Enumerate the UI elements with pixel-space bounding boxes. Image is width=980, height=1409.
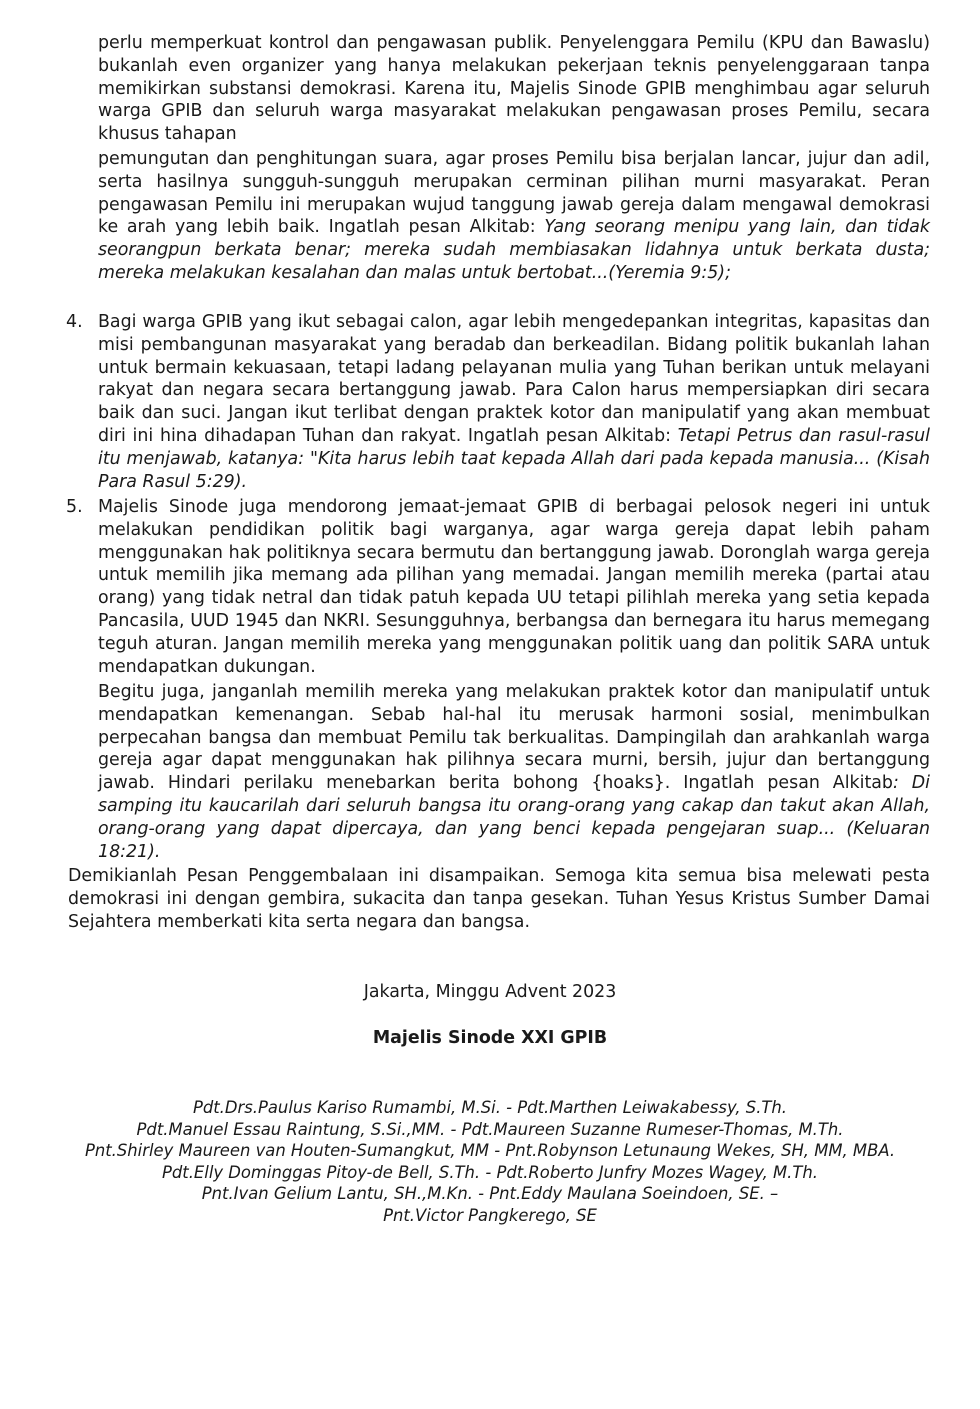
intro-bible-quote: Yang seorang menipu yang lain, dan tidak seorangpun berkata benar; mereka sudah membiasakan lidahnya untuk berkata dusta; mereka melakukan kesalahan dan malas untuk bertobat...(Yeremia 9:5); (98, 217, 931, 283)
signatory-line: Pdt.Elly Dominggas Pitoy-de Bell, S.Th. - Pdt.Roberto Junfry Mozes Wagey, M.Th. (161, 1162, 819, 1182)
place-date: Jakarta, Minggu Advent 2023 (363, 982, 617, 1002)
item-4-number: 4. (66, 312, 83, 332)
item-5-bible-quote: : Di samping itu kaucarilah dari seluruh bangsa itu orang-orang yang cakap dan takut akan Allah, orang-orang yang dapat dipercaya, dan yang benci kepada pengejaran suap... (Keluaran 18:21). (98, 773, 930, 862)
signatory-line: Pdt.Drs.Paulus Kariso Rumambi, M.Si. - Pdt.Marthen Leiwakabessy, S.Th. (192, 1098, 788, 1117)
intro-text-2: pemungutan dan penghitungan suara, agar proses Pemilu bisa berjalan lancar, jujur dan adil, serta hasilnya sungguh-sungguh merupakan cerminan pilihan murni masyarakat. Peran pengawasan Pemilu ini merupakan wujud tanggung jawab gereja dalam mengawal demokrasi ke arah yang lebih baik. Ingatlah pesan Alkitab: (98, 149, 930, 238)
intro-text-1: perlu memperkuat kontrol dan pengawasan publik. Penyelenggara Pemilu (KPU dan Bawaslu) bukanlah even organizer yang hanya melakukan pekerjaan teknis penyelenggaraan tanpa memikirkan substansi demokrasi. Karena itu, Majelis Sinode GPIB menghimbau agar seluruh warga GPIB dan seluruh warga masyarakat melakukan pengawasan proses Pemilu, secara khusus tahapan (98, 33, 930, 145)
signatory-line: Pdt.Manuel Essau Raintung, S.Si.,MM. - Pdt.Maureen Suzanne Rumeser-Thomas, M.Th. (136, 1119, 844, 1139)
item-4-text: Bagi warga GPIB yang ikut sebagai calon, agar lebih mengedepankan integritas, kapasitas dan misi pembangunan masyarakat yang beradab dan berkeadilan. Bidang politik bukanlah lahan untuk bermain kekuasaan, tetapi ladang pelayanan mulia yang Tuhan berikan untuk melayani rakyat dan negara secara bertanggung jawab. Para Calon harus mempersiapkan diri secara baik dan suci. Jangan ikut terlibat dengan praktek kotor dan manipulatif yang akan membuat diri ini hina dihadapan Tuhan dan rakyat. Ingatlah pesan Alkitab: (98, 312, 930, 446)
item-5-text-2: Begitu juga, janganlah memilih mereka yang melakukan praktek kotor dan manipulatif untuk mendapatkan kemenangan. Sebab hal-hal itu merusak harmoni sosial, menimbulkan perpecahan bangsa dan membuat Pemilu tak berkualitas. Dampingilah dan arahkanlah warga gereja agar dapat menggunakan hak pilihnya secara murni, bersih, jujur dan bertanggung jawab. Hindari perilaku menebarkan berita bohong {hoaks}. Ingatlah pesan Alkitab (98, 682, 930, 794)
closing-paragraph: Demikianlah Pesan Penggembalaan ini disampaikan. Semoga kita semua bisa melewati pesta demokrasi ini dengan gembira, sukacita dan tanpa gesekan. Tuhan Yesus Kristus Sumber Damai Sejahtera memberkati kita serta negara dan bangsa. (68, 866, 930, 932)
item-5-paragraph (98, 496, 930, 678)
intro-paragraph-part1 (98, 32, 930, 146)
item-5-text: Majelis Sinode juga mendorong jemaat-jemaat GPIB di berbagai pelosok negeri ini untuk melakukan pendidikan politik bagi warganya, agar warga gereja dapat lebih paham menggunakan hak politiknya secara bermutu dan bertanggung jawab. Doronglah warga gereja untuk memilih jika memang ada pilihan yang memadai. Jangan memilih mereka (partai atau orang) yang tidak netral dan tidak patuh kepada UU tetapi pilihlah mereka yang setia kepada Pancasila, UUD 1945 dan NKRI. Sesungguhnya, berbangsa dan bernegara itu harus memegang teguh aturan. Jangan memilih mereka yang menggunakan politik uang dan politik SARA untuk mendapatkan dukungan. (98, 497, 930, 677)
issuer-title: Majelis Sinode XXI GPIB (372, 1028, 608, 1048)
signatory-line: Pnt.Shirley Maureen van Houten-Sumangkut, MM - Pnt.Robynson Letunaung Wekes, SH, MM, MBA. (84, 1141, 896, 1161)
signatory-line: Pnt.Ivan Gelium Lantu, SH.,M.Kn. - Pnt.Eddy Maulana Soeindoen, SE. – (201, 1184, 779, 1204)
item-4-paragraph (98, 311, 930, 493)
signatory-line: Pnt.Victor Pangkerego, SE (383, 1205, 597, 1225)
item-4-bible-quote: Tetapi Petrus dan rasul-rasul itu menjawab, katanya: "Kita harus lebih taat kepada Allah dari pada kepada manusia... (Kisah Para Rasul 5:29). (98, 425, 931, 492)
intro-paragraph-part2 (98, 148, 930, 285)
item-5-paragraph-2 (98, 681, 930, 863)
item-5-number: 5. (66, 497, 83, 517)
signatories-block (0, 1097, 980, 1227)
